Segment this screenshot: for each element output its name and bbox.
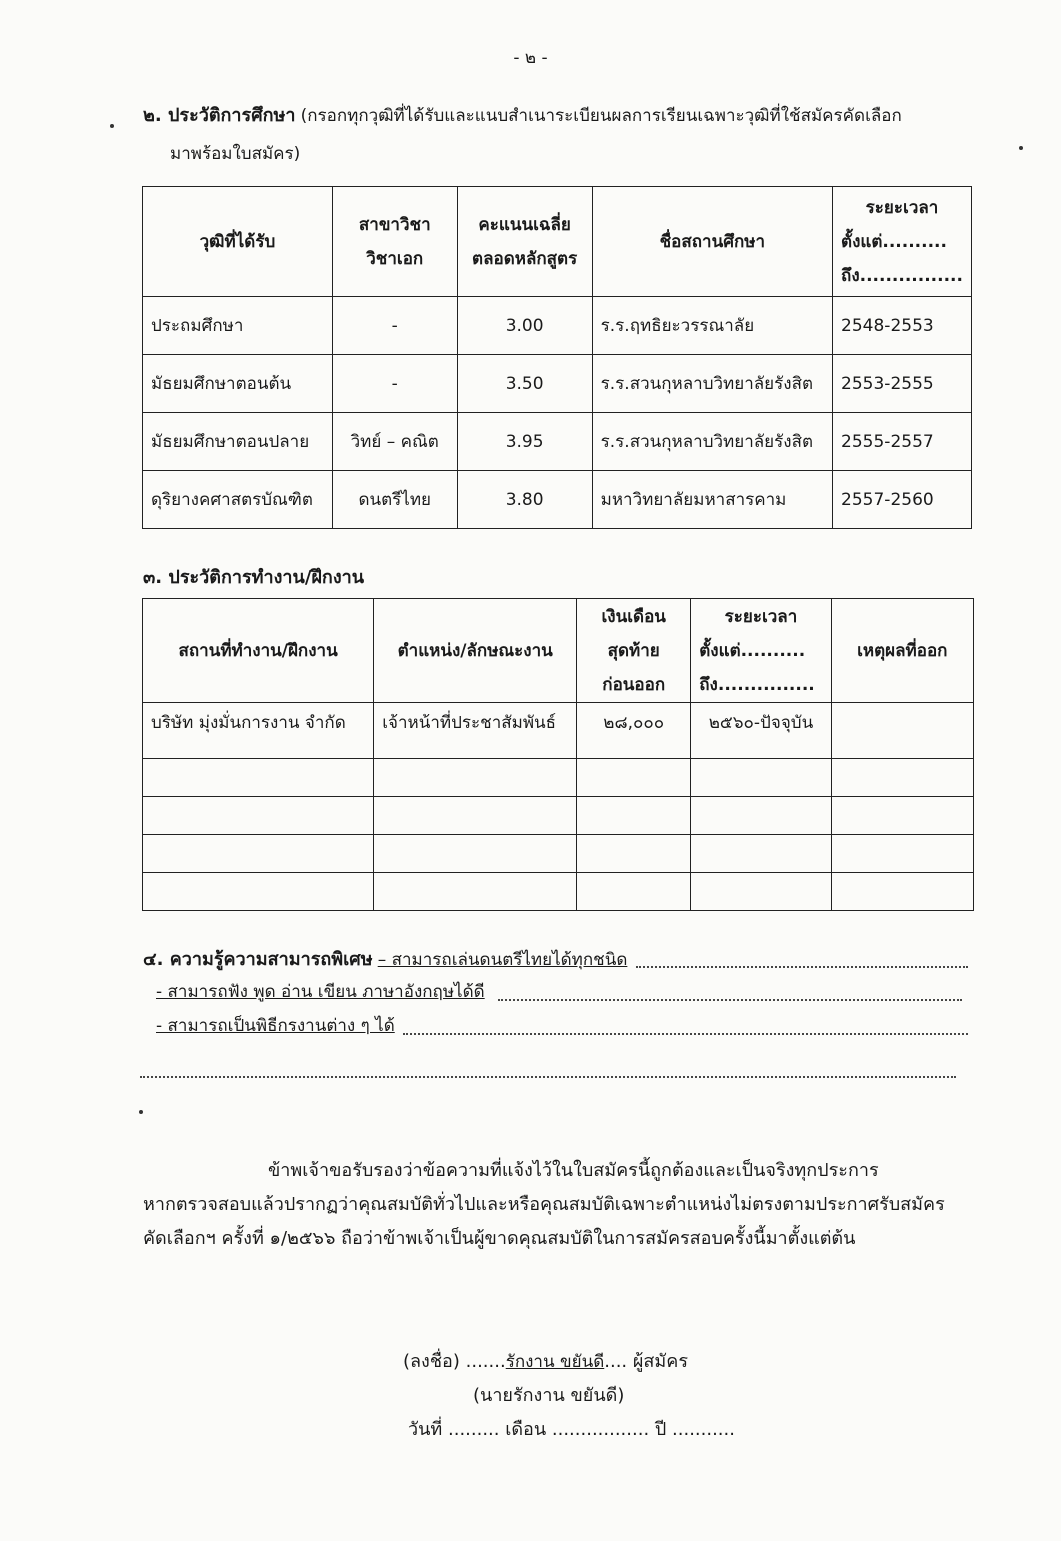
- salary-cell: [577, 835, 691, 873]
- place-header: สถานที่ทำงาน/ฝึกงาน: [143, 599, 374, 703]
- education-table: [142, 186, 972, 529]
- education-section-heading: [143, 100, 902, 129]
- declaration-line-2: หากตรวจสอบแล้วปรากฏว่าคุณสมบัติทั่วไปและหรือคุณสมบัติเฉพาะตำแหน่งไม่ตรงตามประกาศรับสมัคร: [143, 1194, 945, 1215]
- major-cell: -: [332, 355, 457, 413]
- education-note-continued: มาพร้อมใบสมัคร): [170, 144, 301, 164]
- school-header: ชื่อสถานศึกษา: [592, 187, 832, 297]
- salary-header-line: สุดท้าย: [607, 640, 660, 661]
- gpa-header: [457, 187, 592, 297]
- skill-entry: - สามารถฟัง พูด อ่าน เขียน ภาษาอังกฤษได้ดี: [156, 982, 485, 1002]
- place-cell: [143, 835, 374, 873]
- skill-entry: – สามารถเล่นดนตรีไทยได้ทุกชนิด: [377, 950, 628, 970]
- position-cell: [374, 835, 577, 873]
- scan-speck: [139, 1110, 143, 1114]
- salary-header: [577, 599, 691, 703]
- skills-dotted-line: [140, 1076, 956, 1078]
- work-row-empty: [143, 797, 974, 835]
- work-period-header-line: ถึง...............: [699, 674, 815, 695]
- salary-header-line: ก่อนออก: [602, 674, 666, 695]
- education-row: [143, 297, 972, 355]
- gpa-header-line: ตลอดหลักสูตร: [472, 248, 578, 269]
- sign-dots: .......: [465, 1351, 506, 1372]
- period-header: [833, 187, 972, 297]
- gpa-cell: 3.00: [457, 297, 592, 355]
- major-header: [332, 187, 457, 297]
- education-note: (กรอกทุกวุฒิที่ได้รับและแนบสำเนาระเบียนผลการเรียนเฉพาะวุฒิที่ใช้สมัครคัดเลือก: [300, 106, 902, 126]
- degree-header: วุฒิที่ได้รับ: [143, 187, 333, 297]
- education-header-row: [143, 187, 972, 297]
- salary-cell: [577, 873, 691, 911]
- skill-entry: - สามารถเป็นพิธีกรงานต่าง ๆ ได้: [156, 1016, 395, 1036]
- salary-header-line: เงินเดือน: [601, 606, 666, 627]
- period-header-line: ตั้งแต่..........: [841, 231, 947, 252]
- reason-cell: [831, 835, 973, 873]
- period-cell: 2548-2553: [833, 297, 972, 355]
- sign-dots: ....: [604, 1351, 628, 1372]
- degree-cell: มัธยมศึกษาตอนปลาย: [143, 413, 333, 471]
- major-cell: วิทย์ – คณิต: [332, 413, 457, 471]
- reason-header: เหตุผลที่ออก: [831, 599, 973, 703]
- work-table: [142, 598, 974, 911]
- position-cell: [374, 873, 577, 911]
- work-period-header-line: ตั้งแต่..........: [699, 640, 806, 661]
- education-row: [143, 355, 972, 413]
- education-title: ๒. ประวัติการศึกษา: [143, 105, 296, 126]
- major-cell: -: [332, 297, 457, 355]
- gpa-cell: 3.95: [457, 413, 592, 471]
- work-period-cell: [691, 759, 831, 797]
- period-header-line: ถึง................: [841, 265, 963, 286]
- work-row-empty: [143, 759, 974, 797]
- place-cell: [143, 797, 374, 835]
- work-period-cell: ๒๕๖๐-ปัจจุบัน: [691, 703, 831, 759]
- position-header: ตำแหน่ง/ลักษณะงาน: [374, 599, 577, 703]
- place-cell: [143, 759, 374, 797]
- declaration-line-3: คัดเลือกฯ ครั้งที่ ๑/๒๕๖๖ ถือว่าข้าพเจ้าเป็นผู้ขาดคุณสมบัติในการสมัครสอบครั้งนี้มาตั้งแต่ต้น: [143, 1228, 856, 1249]
- period-cell: 2557-2560: [833, 471, 972, 529]
- sign-label: (ลงชื่อ): [403, 1351, 460, 1372]
- school-cell: ร.ร.ฤทธิยะวรรณาลัย: [592, 297, 832, 355]
- skills-dotted-line: [636, 966, 968, 968]
- school-cell: ร.ร.สวนกุหลาบวิทยาลัยรังสิต: [592, 413, 832, 471]
- work-row-empty: [143, 873, 974, 911]
- applicant-label: ผู้สมัคร: [632, 1351, 688, 1372]
- major-header-line: สาขาวิชา: [358, 214, 431, 235]
- degree-cell: มัธยมศึกษาตอนต้น: [143, 355, 333, 413]
- degree-cell: ประถมศึกษา: [143, 297, 333, 355]
- salary-cell: [577, 759, 691, 797]
- date-line: วันที่ ......... เดือน ................. ปี ...........: [408, 1419, 735, 1440]
- place-cell: [143, 873, 374, 911]
- reason-cell: [831, 759, 973, 797]
- position-cell: เจ้าหน้าที่ประชาสัมพันธ์: [374, 703, 577, 759]
- work-period-cell: [691, 835, 831, 873]
- printed-name: (นายรักงาน ขยันดี): [473, 1385, 625, 1406]
- work-period-header-line: ระยะเวลา: [724, 606, 798, 627]
- skills-line-1: [143, 944, 627, 973]
- work-period-cell: [691, 797, 831, 835]
- salary-cell: [577, 797, 691, 835]
- education-row: [143, 471, 972, 529]
- period-header-line: ระยะเวลา: [865, 197, 939, 218]
- position-cell: [374, 797, 577, 835]
- work-row: [143, 703, 974, 759]
- work-row-empty: [143, 835, 974, 873]
- gpa-cell: 3.80: [457, 471, 592, 529]
- skills-title: ๔. ความรู้ความสามารถพิเศษ: [143, 949, 373, 970]
- work-header-row: [143, 599, 974, 703]
- education-row: [143, 413, 972, 471]
- major-header-line: วิชาเอก: [366, 248, 424, 269]
- page-number: - ๒ -: [513, 48, 548, 68]
- major-cell: ดนตรีไทย: [332, 471, 457, 529]
- scan-speck: [1019, 146, 1023, 150]
- gpa-cell: 3.50: [457, 355, 592, 413]
- reason-cell: [831, 797, 973, 835]
- gpa-header-line: คะแนนเฉลี่ย: [478, 214, 571, 235]
- skills-dotted-line: [403, 1033, 968, 1035]
- skills-dotted-line: [498, 999, 962, 1001]
- reason-cell: [831, 873, 973, 911]
- degree-cell: ดุริยางคศาสตรบัณฑิต: [143, 471, 333, 529]
- scan-speck: [110, 124, 114, 128]
- declaration-line-1: ข้าพเจ้าขอรับรองว่าข้อความที่แจ้งไว้ในใบสมัครนี้ถูกต้องและเป็นจริงทุกประการ: [268, 1160, 879, 1181]
- signature-line: [403, 1346, 688, 1375]
- period-cell: 2555-2557: [833, 413, 972, 471]
- period-cell: 2553-2555: [833, 355, 972, 413]
- signed-name: รักงาน ขยันดี: [505, 1352, 605, 1372]
- salary-cell: ๒๘,๐๐๐: [577, 703, 691, 759]
- place-cell: บริษัท มุ่งมั่นการงาน จำกัด: [143, 703, 374, 759]
- school-cell: มหาวิทยาลัยมหาสารคาม: [592, 471, 832, 529]
- work-period-header: [691, 599, 831, 703]
- work-period-cell: [691, 873, 831, 911]
- position-cell: [374, 759, 577, 797]
- reason-cell: [831, 703, 973, 759]
- work-title: ๓. ประวัติการทำงาน/ฝึกงาน: [143, 567, 365, 588]
- school-cell: ร.ร.สวนกุหลาบวิทยาลัยรังสิต: [592, 355, 832, 413]
